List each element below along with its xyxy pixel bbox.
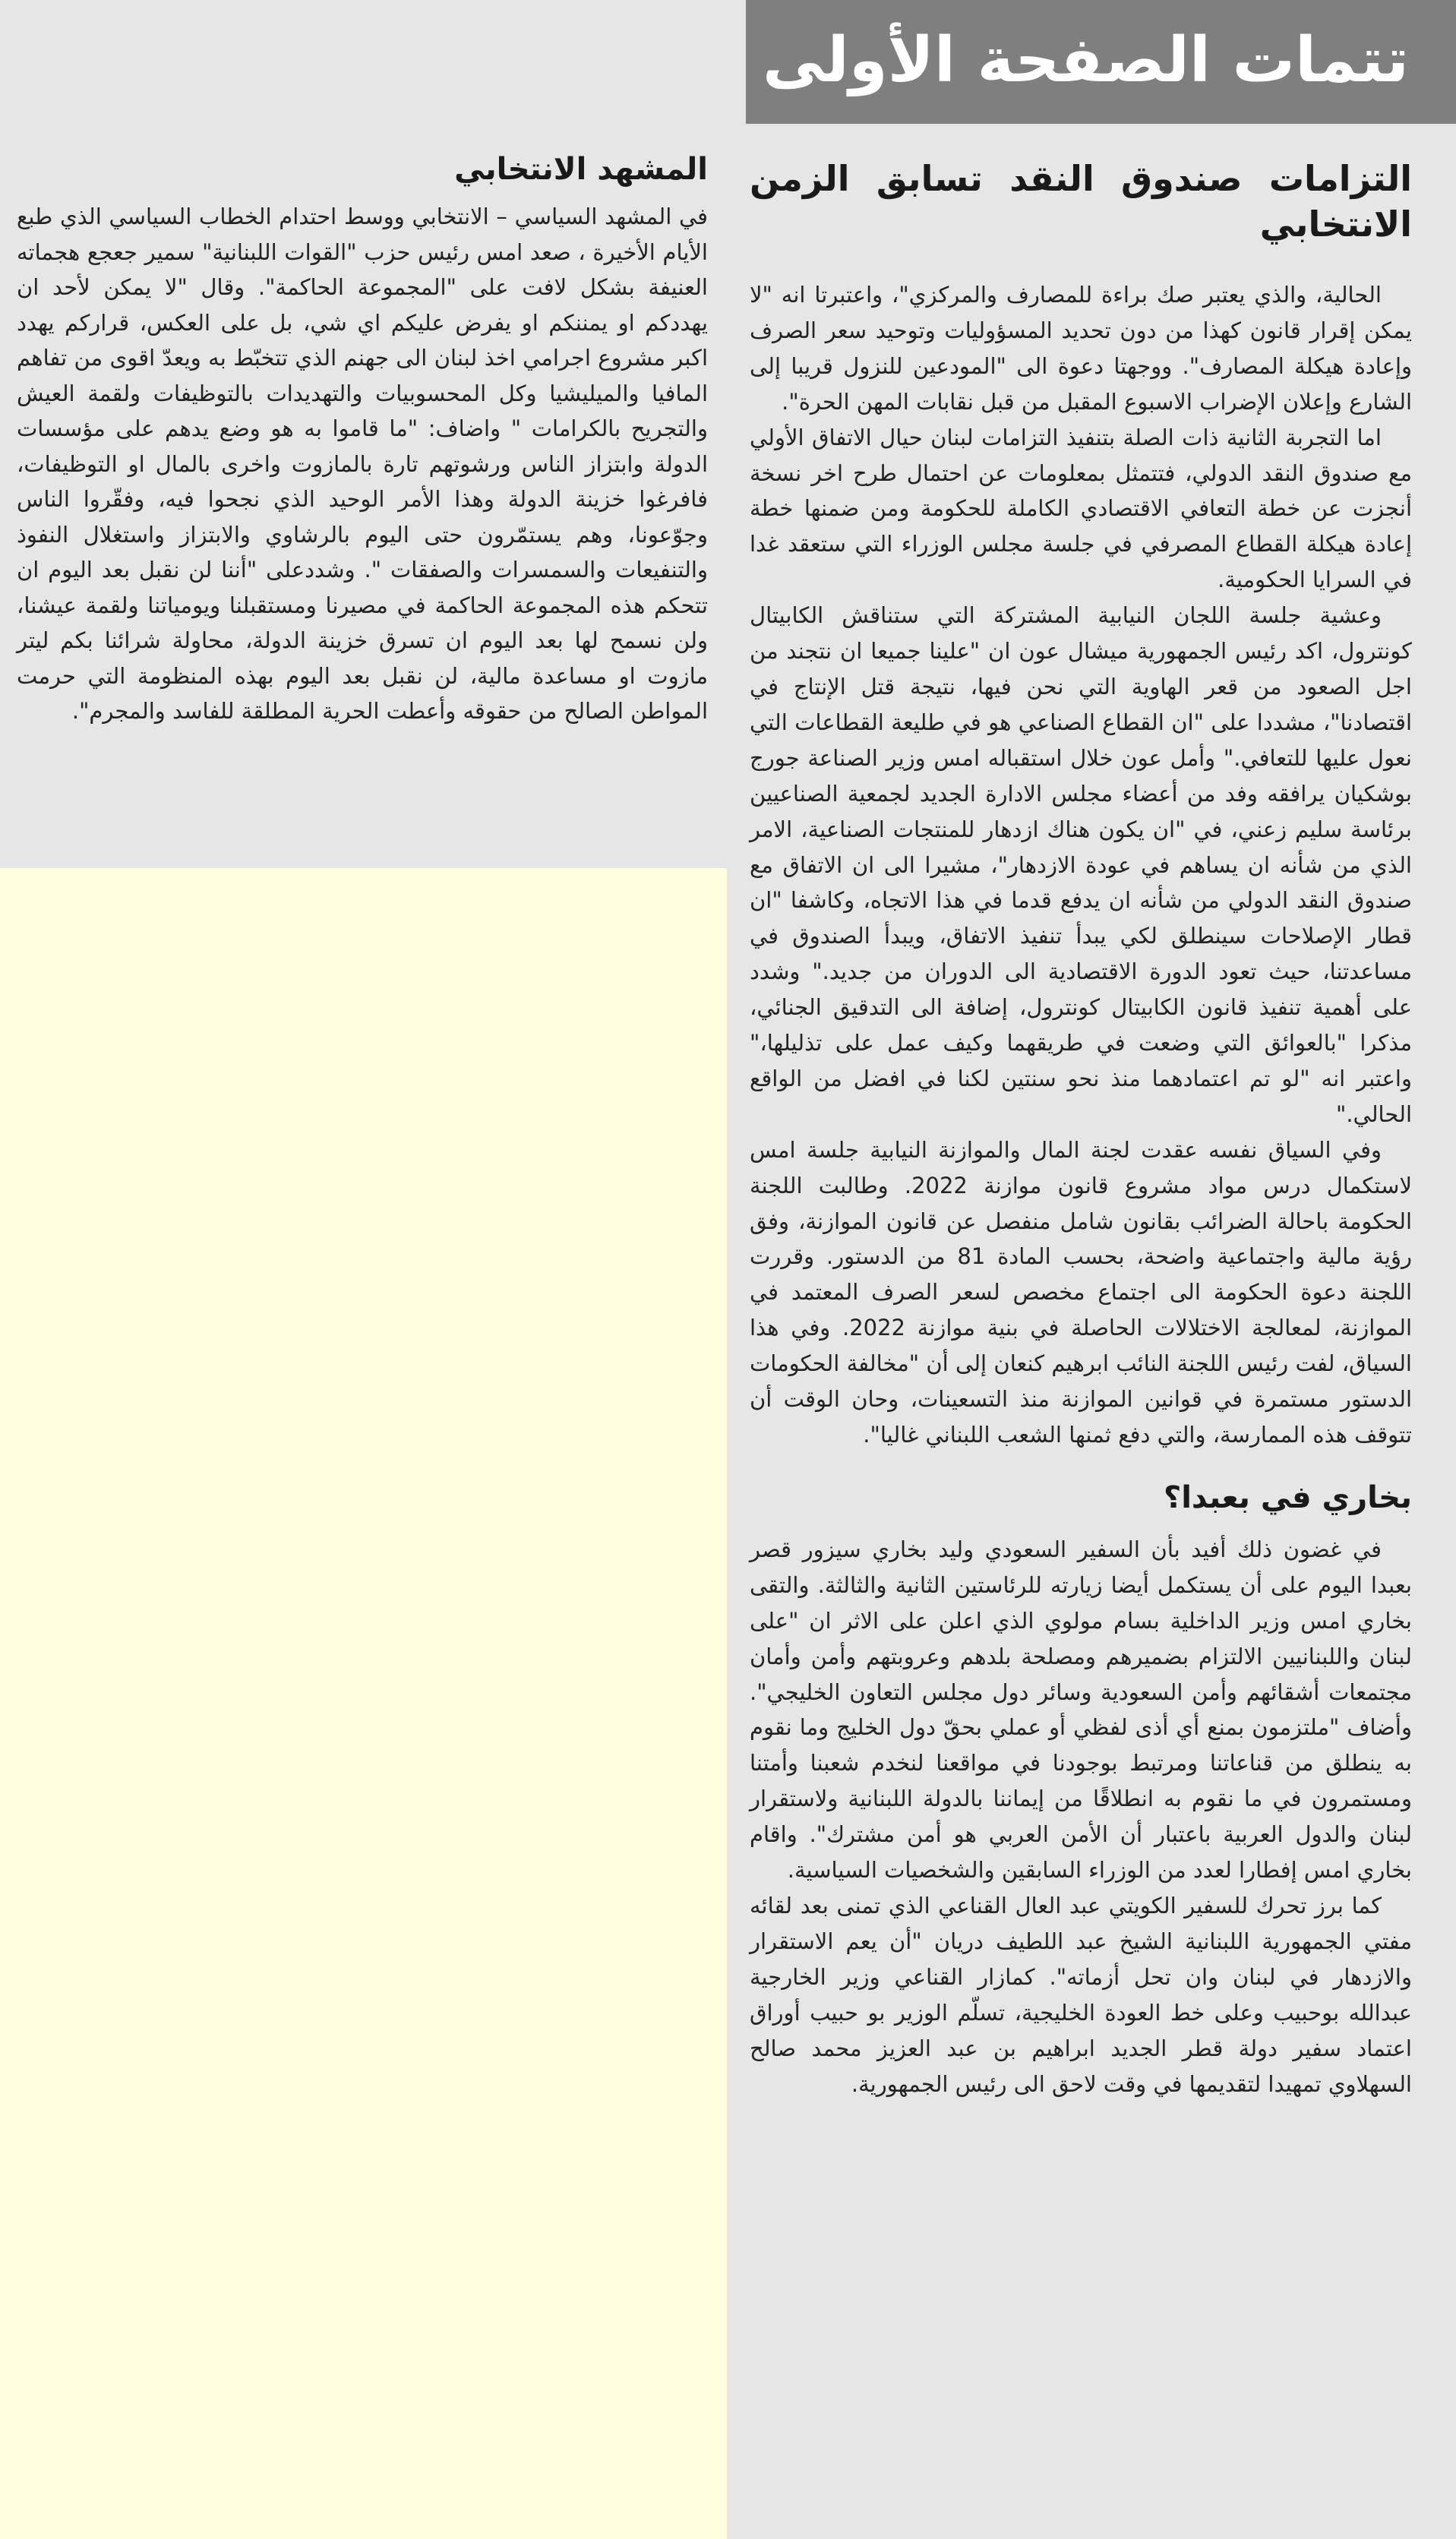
article-paragraph: وعشية جلسة اللجان النيابية المشتركة التي ستناقش الكابيتال كونترول، اكد رئيس الجمهورية ميشال عون ان "علينا جميعا ان نتجند من اجل الصعود من قعر الهاوية التي نحن فيها، نتيجة قتل الإنتاج في اقتصادنا"، مشددا على "ان القطاع الصناعي هو في طليعة القطاعات التي نعول عليها للتعافي." وأمل عون خلال استقباله امس وزير الصناعة جورج بوشكيان يرافقه وفد من أعضاء مجلس الادارة الجديد لجمعية الصناعيين برئاسة سليم زعني، في "ان يكون هناك ازدهار للمنتجات الصناعية، الامر الذي من شأنه ان يساهم في عودة الازدهار"، مشيرا الى ان الاتفاق مع صندوق النقد الدولي من شأنه ان يدفع قدما في هذا الاتجاه، وكاشفا "ان قطار الإصلاحات سينطلق لكي يبدأ تنفيذ الاتفاق، ويبدأ الصندوق في مساعدتنا، حيث تعود الدورة الاقتصادية الى الدوران من جديد." وشدد على أهمية تنفيذ قانون الكابيتال كونترول، إضافة الى التدقيق الجنائي، مذكرا "بالعوائق التي وضعت في طريقهما وكيف عمل على تذليلها،" واعتبر انه "لو تم اعتمادهما منذ نحو سنتين لكنا في افضل من الواقع الحالي." (750, 602, 1412, 1127)
section-title: تتمات الصفحة الأولى (763, 24, 1409, 96)
article-paragraph: في غضون ذلك أفيد بأن السفير السعودي وليد بخاري سيزور قصر بعبدا اليوم على أن يستكمل أيضا زيارته للرئاستين الثانية والثالثة. والتقى بخاري امس وزير الداخلية بسام مولوي الذي اعلن على الاثر ان "على لبنان واللبنانيين الالتزام بضميرهم ومصلحة بلدهم وعروبتهم وأمن وأمان مجتمعات أشقائهم وأمن السعودية وسائر دول مجلس التعاون الخليجي". وأضاف "ملتزمون بمنع أي أذى لفظي أو عملي بحقّ دول الخليج وما نقوم به ينطلق من قناعاتنا ومرتبط بوجودنا في مواقعنا لنخدم شعبنا وأمتنا ومستمرون في ما نقوم به انطلاقًا من إيماننا بالدولة اللبنانية ولاستقرار لبنان والدول العربية باعتبار أن الأمن العربي هو أمن مشترك". واقام بخاري امس إفطارا لعدد من الوزراء السابقين والشخصيات السياسية. (750, 1536, 1412, 1884)
left-article-box (0, 0, 727, 868)
right-column (727, 0, 1456, 2539)
article-paragraph: الحالية، والذي يعتبر صك براءة للمصارف والمركزي"، واعتبرتا انه "لا يمكن إقرار قانون كهذا من دون تحديد المسؤوليات وتوحيد سعر الصرف وإعادة هيكلة المصارف". ووجهتا دعوة الى "المودعين للنزول قريبا إلى الشارع وإعلان الإضراب الاسبوع المقبل من قبل نقابات المهن الحرة". (750, 282, 1412, 415)
main-article (750, 156, 1412, 2102)
section-header (746, 0, 1456, 124)
left-article-body: في المشهد السياسي – الانتخابي ووسط احتدام الخطاب السياسي الذي طبع الأيام الأخيرة ، صعد امس رئيس حزب "القوات اللبنانية" سمير جعجع هجماته العنيفة بشكل لافت على "المجموعة الحاكمة". وقال "لا يمكن لأحد ان يهددكم او يمننكم او يفرض عليكم اي شي، بل على العكس، قراركم يهدد اكبر مشروع اجرامي اخذ لبنان الى جهنم الذي تتخبّط به ويعدّ اقوى من تفاهم المافيا والميليشيا وكل المحسوبيات والتهديدات بالتوظيفات ولقمة العيش والتجريح بالكرامات " واضاف: "ما قاموا به هو وضع يدهم على مؤسسات الدولة وابتزاز الناس ورشوتهم تارة بالمازوت واخرى بالمال او التوظيفات، فافرغوا خزينة الدولة وهذا الأمر الوحيد الذي نجحوا فيه، وفقّروا الناس وجوّعونا، وهم يستمّرون حتى اليوم بالرشاوي والابتزاز واستغلال النفوذ والتنفيعات والسمسرات والصفقات ". وشددعلى "أننا لن نقبل بعد اليوم ان تتحكم هذه المجموعة الحاكمة في مصيرنا ومستقبلنا ويومياتنا ولقمة عيشنا، ولن نسمح لها بعد اليوم ان تسرق خزينة الدولة، محاولة شرائنا بكم ليتر مازوت او مساعدة مالية، لن نقبل بعد اليوم بهذه المنظومة التي حرمت المواطن الصالح من حقوقه وأعطت الحرية المطلقة للفاسد والمجرم". (17, 204, 708, 724)
article-paragraph: وفي السياق نفسه عقدت لجنة المال والموازنة النيابية جلسة امس لاستكمال درس مواد مشروع قانون موازنة 2022. وطالبت اللجنة الحكومة باحالة الضرائب بقانون شامل منفصل عن قانون الموازنة، وفق رؤية مالية واجتماعية واضحة، بحسب المادة 81 من الدستور. وقررت اللجنة دعوة الحكومة الى اجتماع مخصص لسعر الصرف المعتمد في الموازنة، لمعالجة الاختلالات الحاصلة في بنية موازنة 2022. وفي هذا السياق، لفت رئيس اللجنة النائب ابرهيم كنعان إلى أن "مخالفة الحكومات الدستور مستمرة في قوانين الموازنة منذ التسعينات، وحان الوقت أن تتوقف هذه الممارسة، والتي دفع ثمنها الشعب اللبناني غاليا". (750, 1136, 1413, 1448)
main-article-title: التزامات صندوق النقد تسابق الزمن الانتخابي (750, 158, 1412, 245)
left-article (17, 150, 708, 729)
article-paragraph: اما التجربة الثانية ذات الصلة بتنفيذ التزامات لبنان حيال الاتفاق الأولي مع صندوق النقد الدولي، فتتمثل بمعلومات عن احتمال طرح اخر نسخة أنجزت عن خطة التعافي الاقتصادي الكاملة للحكومة ومن ضمنها خطة إعادة هيكلة القطاع المصرفي في جلسة مجلس الوزراء التي ستعقد غدا في السرايا الحكومية. (750, 424, 1412, 593)
left-article-title: المشهد الانتخابي (454, 152, 708, 187)
article-subheading: بخاري في بعبدا؟ (1163, 1480, 1412, 1515)
left-column (0, 0, 727, 2539)
article-paragraph: كما برز تحرك للسفير الكويتي عبد العال القناعي الذي تمنى بعد لقائه مفتي الجمهورية اللبنانية الشيخ عبد اللطيف دريان "أن يعم الاستقرار والازدهار في لبنان وان تحل أزماته". كمازار القناعي وزير الخارجية عبدالله بوحبيب وعلى خط العودة الخليجية، تسلّم الوزير بو حبيب أوراق اعتماد سفير دولة قطر الجديد ابراهيم بن عبد العزيز محمد صالح السهلاوي تمهيدا لتقديمها في وقت لاحق الى رئيس الجمهورية. (750, 1892, 1412, 2097)
